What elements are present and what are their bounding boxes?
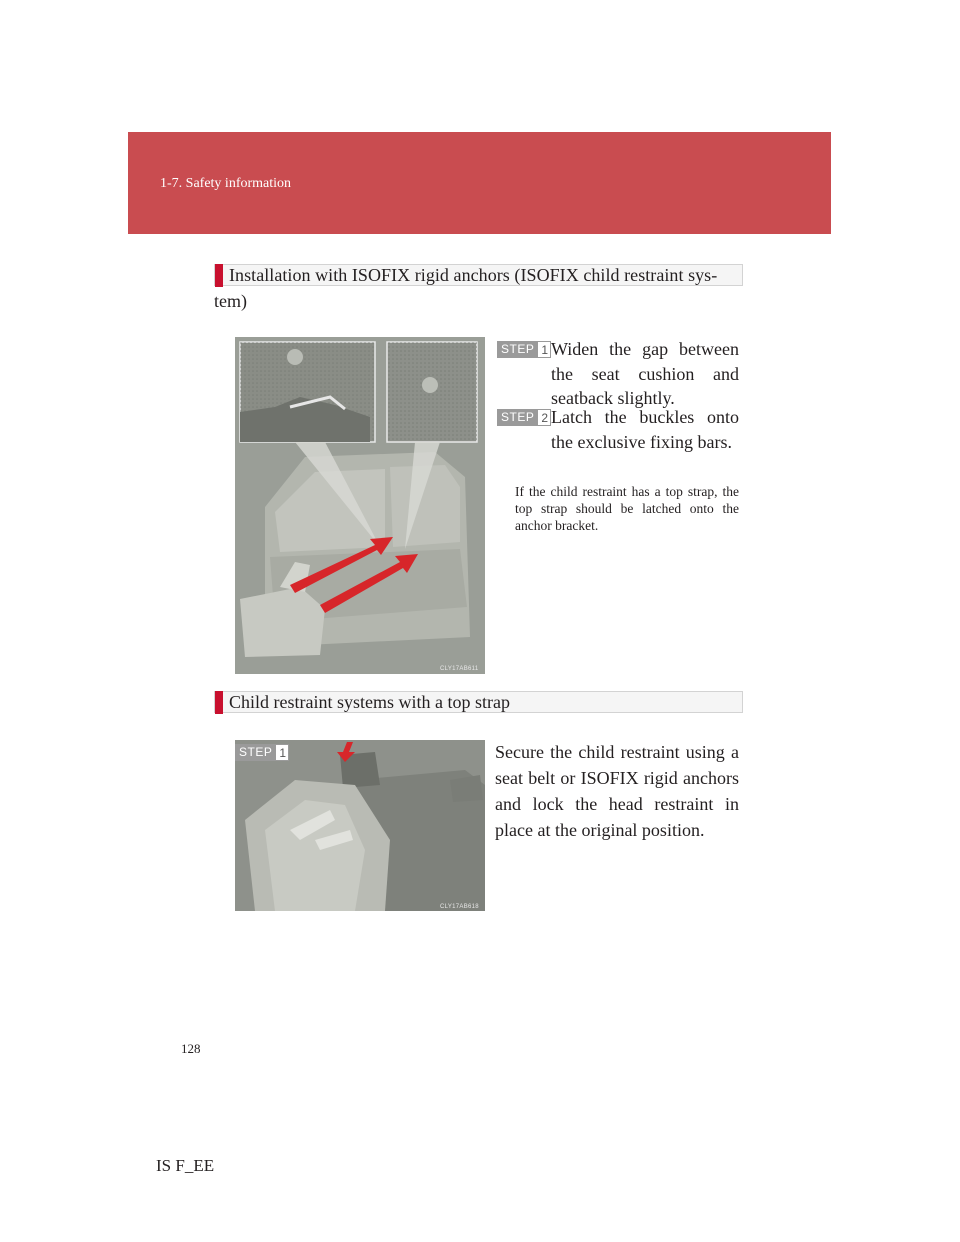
step-badge-2 [497,409,551,426]
top-strap-figure [235,740,485,911]
step-number: 1 [537,341,551,358]
figure-code: CLY17AB611 [440,666,479,672]
model-code: IS F_EE [156,1156,215,1175]
heading-accent-bar [215,264,223,287]
figure-code: CLY17AB618 [440,904,479,910]
isofix-seat-illustration [235,337,485,674]
step-badge-1 [235,744,289,761]
isofix-installation-figure [235,337,485,674]
step-note: If the child restraint has a top strap, the top strap should be latched onto the anchor bracket. [515,484,739,533]
section-heading-line1: Installation with ISOFIX rigid anchors (ISOFIX child restraint sys- [229,265,718,285]
heading-accent-bar [215,691,223,714]
top-strap-text: Secure the child restraint using a seat belt or ISOFIX rigid anchors and lock the head restraint in place at the original position. [495,742,739,840]
step-label: STEP [497,409,537,426]
step-label: STEP [235,744,275,761]
step-1-text: Widen the gap between the seat cushion and seatback slightly. [551,339,739,408]
step-2-text: Latch the buckles onto the exclusive fixing bars. [551,407,739,452]
step-number: 1 [275,744,289,761]
section-heading-line2: tem) [214,291,247,311]
top-strap-seat-illustration [235,740,485,911]
section-title: 1-7. Safety information [160,176,292,191]
step-number: 2 [537,409,551,426]
step-label: STEP [497,341,537,358]
step-badge-1 [497,341,551,358]
section-heading: Child restraint systems with a top strap [229,692,510,712]
page-number: 128 [181,1041,201,1056]
